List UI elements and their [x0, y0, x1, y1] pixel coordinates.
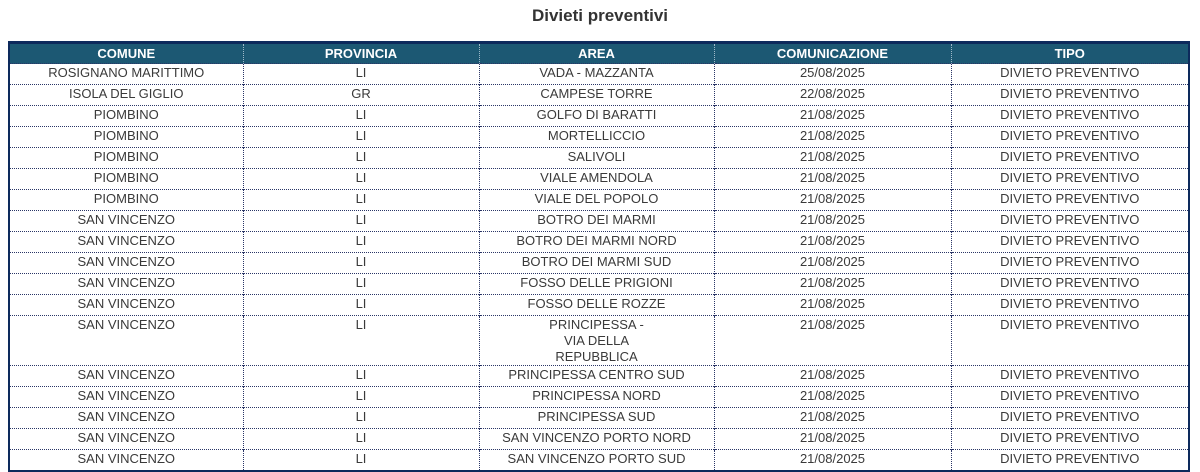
- cell-comune: SAN VINCENZO: [9, 366, 243, 387]
- cell-comune: SAN VINCENZO: [9, 295, 243, 316]
- table-row: [9, 64, 1189, 85]
- table-row: [9, 211, 1189, 232]
- cell-tipo: DIVIETO PREVENTIVO: [951, 366, 1189, 387]
- cell-comunicazione: 21/08/2025: [714, 408, 951, 429]
- cell-tipo: DIVIETO PREVENTIVO: [951, 85, 1189, 106]
- column-header-provincia: PROVINCIA: [243, 43, 479, 64]
- cell-comunicazione: 21/08/2025: [714, 450, 951, 472]
- table-row: [9, 106, 1189, 127]
- cell-comunicazione: 21/08/2025: [714, 295, 951, 316]
- cell-area: SAN VINCENZO PORTO NORD: [479, 429, 714, 450]
- cell-tipo: DIVIETO PREVENTIVO: [951, 316, 1189, 366]
- column-header-comune: COMUNE: [9, 43, 243, 64]
- cell-tipo: DIVIETO PREVENTIVO: [951, 169, 1189, 190]
- cell-tipo: DIVIETO PREVENTIVO: [951, 450, 1189, 472]
- cell-area: BOTRO DEI MARMI SUD: [479, 253, 714, 274]
- cell-area: BOTRO DEI MARMI: [479, 211, 714, 232]
- cell-area: PRINCIPESSA NORD: [479, 387, 714, 408]
- cell-comune: SAN VINCENZO: [9, 408, 243, 429]
- cell-tipo: DIVIETO PREVENTIVO: [951, 106, 1189, 127]
- cell-provincia: LI: [243, 232, 479, 253]
- table-row: [9, 169, 1189, 190]
- cell-comunicazione: 22/08/2025: [714, 85, 951, 106]
- cell-comunicazione: 21/08/2025: [714, 190, 951, 211]
- table-row: [9, 253, 1189, 274]
- cell-comune: SAN VINCENZO: [9, 316, 243, 366]
- cell-comune: SAN VINCENZO: [9, 253, 243, 274]
- cell-provincia: LI: [243, 429, 479, 450]
- cell-area: FOSSO DELLE PRIGIONI: [479, 274, 714, 295]
- cell-comune: PIOMBINO: [9, 127, 243, 148]
- page-title: Divieti preventivi: [531, 6, 669, 25]
- table-row: [9, 450, 1189, 472]
- cell-provincia: LI: [243, 274, 479, 295]
- cell-comune: PIOMBINO: [9, 169, 243, 190]
- cell-provincia: LI: [243, 169, 479, 190]
- table-row: [9, 85, 1189, 106]
- cell-comunicazione: 21/08/2025: [714, 316, 951, 366]
- cell-area: VADA - MAZZANTA: [479, 64, 714, 85]
- cell-tipo: DIVIETO PREVENTIVO: [951, 127, 1189, 148]
- cell-tipo: DIVIETO PREVENTIVO: [951, 211, 1189, 232]
- cell-comune: PIOMBINO: [9, 148, 243, 169]
- cell-area: GOLFO DI BARATTI: [479, 106, 714, 127]
- cell-provincia: LI: [243, 387, 479, 408]
- table-row: [9, 274, 1189, 295]
- cell-provincia: LI: [243, 295, 479, 316]
- table-row: [9, 366, 1189, 387]
- cell-comune: PIOMBINO: [9, 190, 243, 211]
- cell-tipo: DIVIETO PREVENTIVO: [951, 429, 1189, 450]
- divieti-table: [8, 41, 1190, 472]
- cell-provincia: LI: [243, 64, 479, 85]
- cell-tipo: DIVIETO PREVENTIVO: [951, 190, 1189, 211]
- cell-provincia: LI: [243, 127, 479, 148]
- cell-comunicazione: 21/08/2025: [714, 366, 951, 387]
- cell-comune: ROSIGNANO MARITTIMO: [9, 64, 243, 85]
- table-row: [9, 408, 1189, 429]
- cell-provincia: LI: [243, 211, 479, 232]
- cell-comunicazione: 21/08/2025: [714, 274, 951, 295]
- column-header-comunicazione: COMUNICAZIONE: [714, 43, 951, 64]
- cell-comunicazione: 21/08/2025: [714, 429, 951, 450]
- table-row: [9, 190, 1189, 211]
- cell-comunicazione: 21/08/2025: [714, 127, 951, 148]
- cell-tipo: DIVIETO PREVENTIVO: [951, 295, 1189, 316]
- cell-provincia: LI: [243, 253, 479, 274]
- table-header-row: [9, 43, 1189, 64]
- cell-comunicazione: 25/08/2025: [714, 64, 951, 85]
- cell-comunicazione: 21/08/2025: [714, 253, 951, 274]
- cell-area: PRINCIPESSA - VIA DELLA REPUBBLICA: [479, 316, 714, 366]
- cell-provincia: LI: [243, 366, 479, 387]
- table-row: [9, 316, 1189, 366]
- cell-comunicazione: 21/08/2025: [714, 148, 951, 169]
- cell-area: FOSSO DELLE ROZZE: [479, 295, 714, 316]
- table-row: [9, 387, 1189, 408]
- cell-area: BOTRO DEI MARMI NORD: [479, 232, 714, 253]
- table-row: [9, 127, 1189, 148]
- cell-area: MORTELLICCIO: [479, 127, 714, 148]
- cell-area: VIALE AMENDOLA: [479, 169, 714, 190]
- cell-tipo: DIVIETO PREVENTIVO: [951, 64, 1189, 85]
- cell-comune: PIOMBINO: [9, 106, 243, 127]
- cell-area: PRINCIPESSA SUD: [479, 408, 714, 429]
- cell-area: SALIVOLI: [479, 148, 714, 169]
- table-row: [9, 232, 1189, 253]
- table-row: [9, 429, 1189, 450]
- cell-tipo: DIVIETO PREVENTIVO: [951, 387, 1189, 408]
- cell-provincia: GR: [243, 85, 479, 106]
- cell-comune: SAN VINCENZO: [9, 450, 243, 472]
- cell-area: VIALE DEL POPOLO: [479, 190, 714, 211]
- cell-comunicazione: 21/08/2025: [714, 232, 951, 253]
- cell-comune: SAN VINCENZO: [9, 232, 243, 253]
- cell-comunicazione: 21/08/2025: [714, 387, 951, 408]
- column-header-tipo: TIPO: [951, 43, 1189, 64]
- cell-tipo: DIVIETO PREVENTIVO: [951, 232, 1189, 253]
- cell-comunicazione: 21/08/2025: [714, 106, 951, 127]
- cell-area: PRINCIPESSA CENTRO SUD: [479, 366, 714, 387]
- cell-comunicazione: 21/08/2025: [714, 169, 951, 190]
- cell-tipo: DIVIETO PREVENTIVO: [951, 408, 1189, 429]
- cell-comune: ISOLA DEL GIGLIO: [9, 85, 243, 106]
- cell-tipo: DIVIETO PREVENTIVO: [951, 274, 1189, 295]
- table-row: [9, 148, 1189, 169]
- cell-comunicazione: 21/08/2025: [714, 211, 951, 232]
- cell-area: SAN VINCENZO PORTO SUD: [479, 450, 714, 472]
- column-header-area: AREA: [479, 43, 714, 64]
- cell-provincia: LI: [243, 106, 479, 127]
- cell-provincia: LI: [243, 450, 479, 472]
- cell-provincia: LI: [243, 148, 479, 169]
- cell-comune: SAN VINCENZO: [9, 387, 243, 408]
- cell-area: CAMPESE TORRE: [479, 85, 714, 106]
- cell-comune: SAN VINCENZO: [9, 274, 243, 295]
- cell-tipo: DIVIETO PREVENTIVO: [951, 148, 1189, 169]
- cell-provincia: LI: [243, 316, 479, 366]
- cell-comune: SAN VINCENZO: [9, 429, 243, 450]
- cell-provincia: LI: [243, 408, 479, 429]
- cell-provincia: LI: [243, 190, 479, 211]
- cell-comune: SAN VINCENZO: [9, 211, 243, 232]
- cell-tipo: DIVIETO PREVENTIVO: [951, 253, 1189, 274]
- table-row: [9, 295, 1189, 316]
